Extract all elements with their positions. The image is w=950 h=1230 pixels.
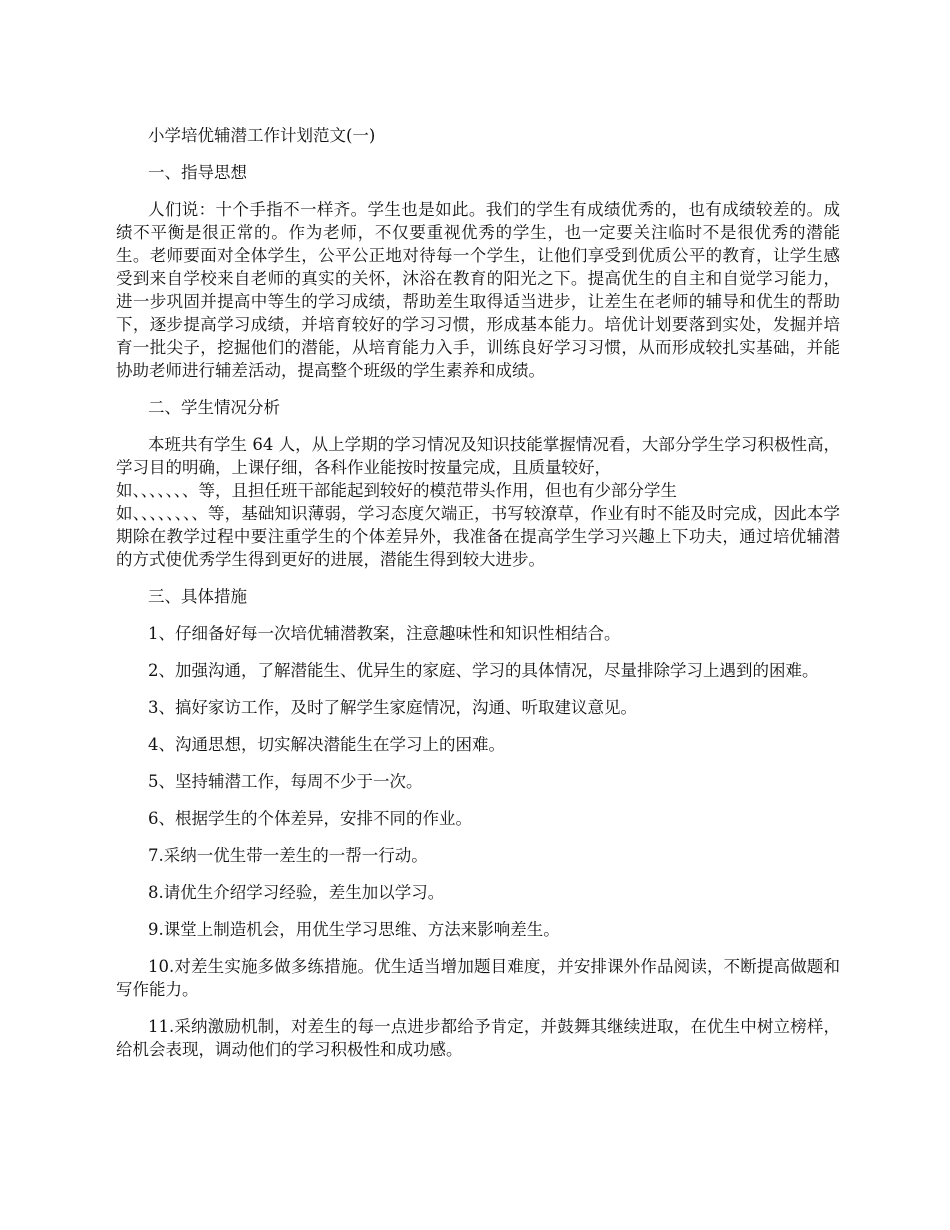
paragraph-guiding-thought: 人们说：十个手指不一样齐。学生也是如此。我们的学生有成绩优秀的，也有成绩较差的。成绩不平衡是很正常的。作为老师，不仅要重视优秀的学生，也一定要关注临时不是很优秀的潜能生。老师要面对全体学生，公平公正地对待每一个学生，让他们享受到优质公平的教育，让学生感受到来自学校来自老师的真实的关怀，沐浴在教育的阳光之下。提高优生的自主和自觉学习能力，进一步巩固并提高中等生的学习成绩，帮助差生取得适当进步，让差生在老师的辅导和优生的帮助下，逐步提高学习成绩，并培育较好的学习习惯，形成基本能力。培优计划要落到实处，发掘并培育一批尖子，挖掘他们的潜能，从培育能力入手，训练良好学习习惯，从而形成较扎实基础，并能协助老师进行辅差活动，提高整个班级的学生素养和成绩。 [116, 200, 840, 380]
student-analysis-line-1: 本班共有学生 64 人，从上学期的学习情况及知识技能掌握情况看，大部分学生学习积极性高，学习目的明确，上课仔细，各科作业能按时按量完成，且质量较好， [116, 435, 840, 477]
measure-item-5: 5、坚持辅潜工作，每周不少于一次。 [148, 772, 423, 791]
section-heading-measures: 三、具体措施 [148, 587, 247, 606]
measure-item-4: 4、沟通思想，切实解决潜能生在学习上的困难。 [148, 735, 505, 754]
section-heading-guiding-thought: 一、指导思想 [148, 163, 247, 182]
measure-item-3: 3、搞好家访工作，及时了解学生家庭情况，沟通、听取建议意见。 [148, 698, 637, 717]
student-analysis-line-2: 如、、、、、、、等，且担任班干部能起到较好的模范带头作用，但也有少部分学生 [116, 481, 677, 500]
measure-item-9: 9.课堂上制造机会，用优生学习思维、方法来影响差生。 [148, 920, 560, 939]
section-heading-student-analysis: 二、学生情况分析 [148, 398, 280, 417]
measure-item-10: 10.对差生实施多做多练措施。优生适当增加题目难度，并安排课外作品阅读，不断提高做题和写作能力。 [116, 957, 840, 999]
paragraph-student-analysis [116, 433, 840, 571]
document-page [116, 124, 840, 1075]
measure-item-8: 8.请优生介绍学习经验，差生加以学习。 [148, 883, 445, 902]
measure-item-11: 11.采纳激励机制，对差生的每一点进步都给予肯定，并鼓舞其继续进取，在优生中树立榜样，给机会表现，调动他们的学习积极性和成功感。 [116, 1017, 840, 1059]
measure-item-6: 6、根据学生的个体差异，安排不同的作业。 [148, 809, 472, 828]
measure-item-7: 7.采纳一优生带一差生的一帮一行动。 [148, 846, 428, 865]
measure-item-2: 2、加强沟通，了解潜能生、优异生的家庭、学习的具体情况，尽量排除学习上遇到的困难。 [148, 661, 819, 680]
measure-item-1: 1、仔细备好每一次培优辅潜教案，注意趣味性和知识性相结合。 [148, 624, 621, 643]
document-title: 小学培优辅潜工作计划范文(一) [148, 126, 376, 145]
student-analysis-line-3: 如、、、、、、、、等，基础知识薄弱，学习态度欠端正，书写较潦草，作业有时不能及时完成，因此本学期除在教学过程中要注重学生的个体差异外，我准备在提高学生学习兴趣上下功夫，通过培优辅潜的方式使优秀学生得到更好的进展，潜能生得到较大进步。 [116, 504, 840, 569]
